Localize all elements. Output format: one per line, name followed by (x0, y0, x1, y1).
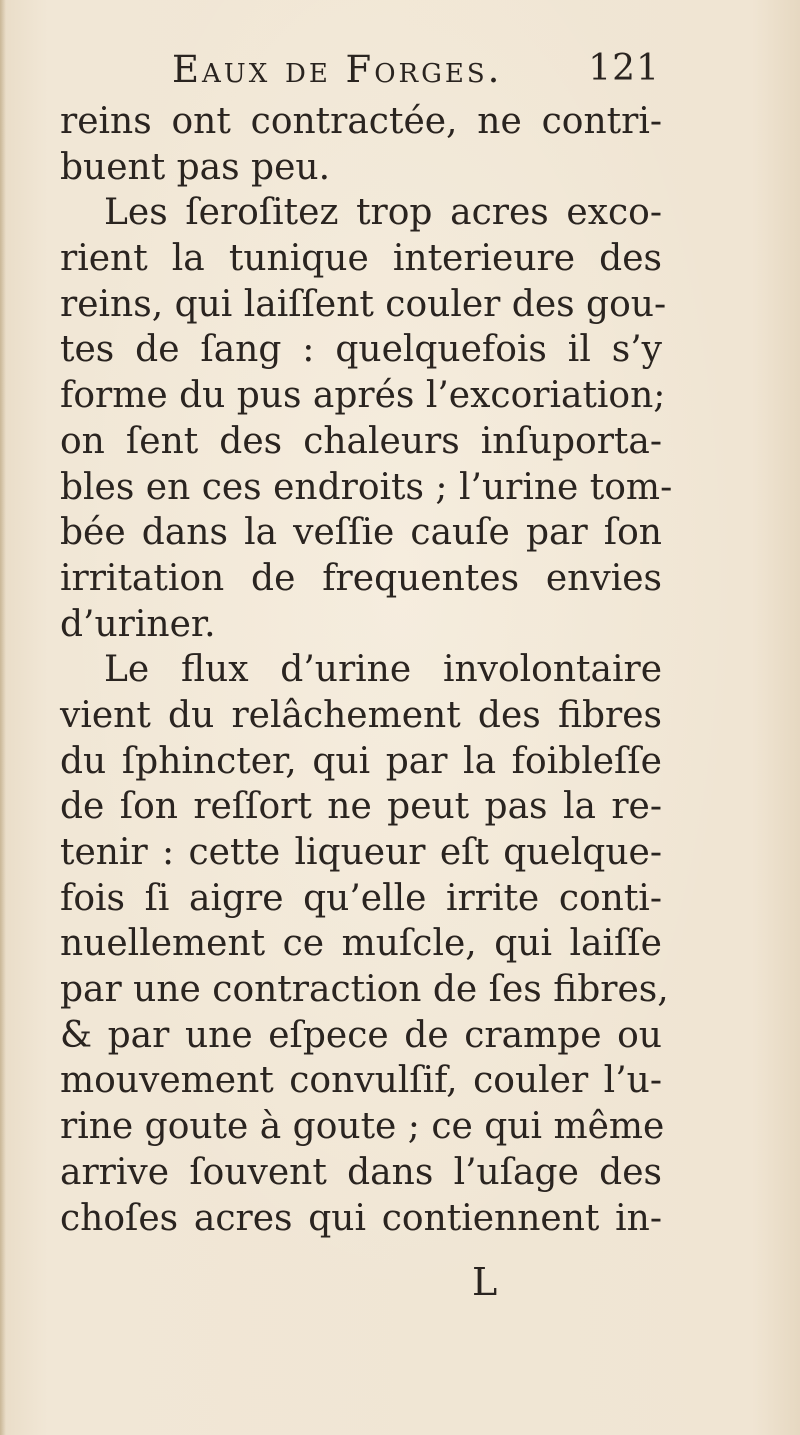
text-line: bée dans la veſſie cauſe par ſon (60, 512, 662, 554)
text-line: vient du relâchement des fibres (60, 694, 662, 736)
text-line: tes de ſang : quelquefois il s’y (60, 329, 662, 371)
text-line: par une contraction de ſes fibres, (60, 969, 669, 1011)
text-line: bles en ces endroits ; l’urine tom- (60, 466, 673, 508)
text-line: rient la tunique interieure des (60, 238, 662, 280)
text-line: buent pas peu. (60, 146, 331, 188)
signature-mark: L (472, 1260, 498, 1304)
running-title: Eaux de Forges. (172, 48, 503, 91)
text-line: on ſent des chaleurs inſuporta- (60, 420, 662, 462)
text-line: choſes acres qui contiennent in- (60, 1197, 662, 1239)
text-line: reins, qui laiſſent couler des gou- (60, 283, 667, 325)
page-number: 121 (588, 48, 660, 89)
text-line: de ſon reſſort ne peut pas la re- (60, 786, 662, 828)
page-edge-shadow (0, 0, 6, 1435)
text-line: tenir : cette liqueur eſt quelque- (60, 832, 662, 873)
text-line: du ſphincter, qui par la foibleſſe (60, 740, 662, 782)
text-line: irritation de frequentes envies (60, 557, 662, 599)
text-line: forme du pus aprés l’excoriation; (60, 375, 666, 417)
text-line: reins ont contractée, ne contri- (60, 101, 662, 142)
text-line: nuellement ce muſcle, qui laiſſe (60, 923, 662, 965)
running-head (60, 48, 660, 98)
text-line: arrive ſouvent dans l’uſage des (60, 1151, 662, 1193)
text-line: d’uriner. (60, 603, 216, 645)
body-text (60, 99, 673, 1241)
text-line: fois ſi aigre qu’elle irrite conti- (60, 877, 662, 919)
text-line: Les ſeroſitez trop acres exco- (104, 192, 662, 234)
text-line: & par une eſpece de crampe ou (60, 1014, 662, 1056)
text-line: rine goute à goute ; ce qui même (60, 1106, 665, 1148)
text-line: mouvement convulſif, couler l’u- (60, 1060, 662, 1102)
text-line: Le flux d’urine involontaire (104, 649, 662, 691)
